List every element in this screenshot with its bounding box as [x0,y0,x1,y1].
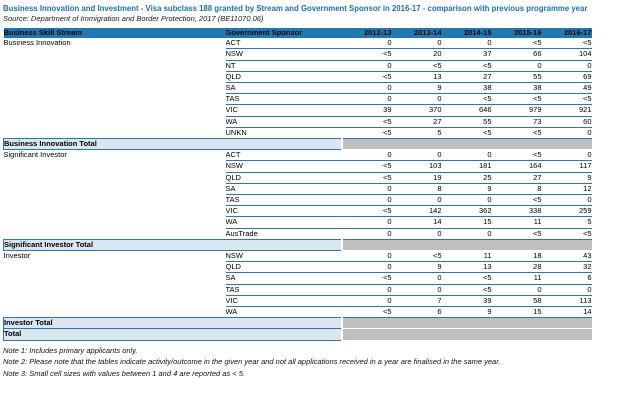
section-total-gray-cell [342,239,592,250]
value-cell: <5 [342,49,392,60]
sponsor-cell: SA [226,83,342,94]
col-header-2013-14: 2013-14 [392,28,442,38]
notes-block [3,345,637,380]
value-cell: 32 [542,262,592,273]
value-cell: <5 [342,161,392,172]
value-cell: 14 [542,307,592,318]
value-cell: 0 [342,284,392,295]
value-cell: <5 [542,228,592,239]
value-cell: 37 [442,49,492,60]
value-cell: 0 [342,262,392,273]
value-cell: 11 [442,251,492,262]
value-cell: 73 [492,116,542,127]
value-cell: 8 [492,183,542,194]
value-cell: 0 [342,217,392,228]
value-cell: <5 [492,38,542,49]
col-header-2016-17: 2016-17 [542,28,592,38]
value-cell: <5 [492,228,542,239]
value-cell: <5 [442,273,492,284]
sponsor-cell: TAS [226,284,342,295]
table-row [4,38,592,49]
value-cell: <5 [442,284,492,295]
value-cell: 27 [392,116,442,127]
stream-cell: Significant Investor [3,150,67,160]
value-cell: <5 [342,206,392,217]
table-row [4,251,592,262]
value-cell: 0 [442,38,492,49]
value-cell: 11 [492,273,542,284]
value-cell: 9 [442,183,492,194]
value-cell: 0 [342,228,392,239]
section-total-label: Investor Total [4,318,342,329]
sponsor-cell: AusTrade [226,228,342,239]
sponsor-cell: WA [226,116,342,127]
value-cell: 0 [442,195,492,206]
value-cell: 0 [392,284,442,295]
value-cell: 0 [342,60,392,71]
table-row [4,150,592,161]
value-cell: 60 [542,116,592,127]
value-cell: 19 [392,172,442,183]
value-cell: 0 [442,228,492,239]
value-cell: 9 [542,172,592,183]
value-cell: <5 [342,71,392,82]
section-total-label: Significant Investor Total [4,239,342,250]
value-cell: <5 [392,60,442,71]
sponsor-cell: VIC [226,295,342,306]
section-total-row [4,318,592,329]
value-cell: 142 [392,206,442,217]
value-cell: 55 [442,116,492,127]
value-cell: 0 [542,195,592,206]
value-cell: 0 [542,127,592,138]
value-cell: <5 [442,127,492,138]
sponsor-cell: VIC [226,206,342,217]
value-cell: 104 [542,49,592,60]
value-cell: <5 [342,127,392,138]
table-header [4,28,592,38]
grants-table [3,28,592,341]
value-cell: 38 [492,83,542,94]
section-total-gray-cell [342,318,592,329]
value-cell: 259 [542,206,592,217]
value-cell: 646 [442,105,492,116]
value-cell: 0 [392,228,442,239]
sponsor-cell: NSW [226,49,342,60]
sponsor-cell: NSW [226,251,342,262]
value-cell: 9 [442,307,492,318]
sponsor-cell: ACT [226,38,342,49]
section-total-gray-cell [342,139,592,150]
value-cell: 14 [392,217,442,228]
sponsor-cell: SA [226,273,342,284]
value-cell: 39 [342,105,392,116]
value-cell: <5 [442,60,492,71]
section-total-label: Business Innovation Total [4,139,342,150]
value-cell: 0 [392,38,442,49]
value-cell: 27 [442,71,492,82]
sponsor-cell: TAS [226,94,342,105]
value-cell: <5 [442,94,492,105]
value-cell: <5 [492,127,542,138]
grand-total-label: Total [4,329,342,340]
value-cell: 5 [542,217,592,228]
value-cell: 28 [492,262,542,273]
value-cell: 0 [342,38,392,49]
value-cell: 25 [442,172,492,183]
value-cell: 55 [492,71,542,82]
value-cell: 338 [492,206,542,217]
value-cell: 13 [392,71,442,82]
value-cell: 43 [542,251,592,262]
value-cell: <5 [342,273,392,284]
value-cell: 0 [542,284,592,295]
value-cell: 9 [392,83,442,94]
value-cell: 13 [442,262,492,273]
value-cell: 0 [342,251,392,262]
sponsor-cell: UNKN [226,127,342,138]
value-cell: 8 [392,183,442,194]
stream-cell: Business Innovation [3,38,71,48]
value-cell: 5 [392,127,442,138]
value-cell: 66 [492,49,542,60]
value-cell: 0 [342,150,392,161]
value-cell: 38 [442,83,492,94]
value-cell: <5 [342,172,392,183]
value-cell: 0 [442,150,492,161]
value-cell: 370 [392,105,442,116]
value-cell: 6 [542,273,592,284]
value-cell: 113 [542,295,592,306]
sponsor-cell: ACT [226,150,342,161]
col-header-2012-13: 2012-13 [342,28,392,38]
report-title: Business Innovation and Investment - Visa subclass 188 granted by Stream and Government Sponsor in 2016-17 - comparison with previous programme year [3,4,588,13]
value-cell: <5 [542,94,592,105]
value-cell: 181 [442,161,492,172]
sponsor-cell: TAS [226,195,342,206]
value-cell: 20 [392,49,442,60]
value-cell: 0 [342,195,392,206]
sponsor-cell: SA [226,183,342,194]
table-body [4,38,592,340]
value-cell: 0 [542,150,592,161]
col-header-2015-16: 2015-16 [492,28,542,38]
value-cell: 6 [392,307,442,318]
value-cell: 27 [492,172,542,183]
value-cell: 164 [492,161,542,172]
sponsor-cell: NSW [226,161,342,172]
value-cell: 979 [492,105,542,116]
sponsor-cell: NT [226,60,342,71]
sponsor-cell: QLD [226,172,342,183]
section-total-row [4,239,592,250]
value-cell: 58 [492,295,542,306]
col-header-2014-15: 2014-15 [442,28,492,38]
grand-total-gray-cell [342,329,592,340]
value-cell: 0 [392,195,442,206]
value-cell: 7 [392,295,442,306]
value-cell: <5 [492,195,542,206]
value-cell: <5 [542,38,592,49]
sponsor-cell: WA [226,307,342,318]
value-cell: 117 [542,161,592,172]
value-cell: 0 [392,273,442,284]
col-header-sponsor: Government Sponsor [226,28,342,38]
value-cell: 49 [542,83,592,94]
value-cell: 9 [392,262,442,273]
value-cell: 12 [542,183,592,194]
value-cell: <5 [492,150,542,161]
note-3: Note 3: Small cell sizes with values between 1 and 4 are reported as < 5. [3,368,246,378]
sponsor-cell: QLD [226,262,342,273]
value-cell: 0 [342,83,392,94]
value-cell: 0 [542,60,592,71]
header-row [4,28,592,38]
value-cell: 921 [542,105,592,116]
value-cell: 0 [492,284,542,295]
value-cell: 18 [492,251,542,262]
value-cell: 11 [492,217,542,228]
note-1: Note 1: Includes primary applicants only. [3,345,138,355]
value-cell: 362 [442,206,492,217]
grand-total-row [4,329,592,340]
section-total-row [4,139,592,150]
value-cell: 15 [492,307,542,318]
value-cell: 39 [442,295,492,306]
value-cell: 0 [342,183,392,194]
value-cell: 103 [392,161,442,172]
value-cell: 69 [542,71,592,82]
value-cell: <5 [342,307,392,318]
value-cell: <5 [492,94,542,105]
value-cell: 0 [342,94,392,105]
value-cell: 0 [392,150,442,161]
stream-cell: Investor [3,251,31,261]
value-cell: 0 [392,94,442,105]
col-header-stream: Business Skill Stream [4,28,226,38]
sponsor-cell: QLD [226,71,342,82]
value-cell: <5 [392,251,442,262]
value-cell: 0 [342,295,392,306]
sponsor-cell: WA [226,217,342,228]
note-2: Note 2: Please note that the tables indicate activity/outcome in the given year and not all applications received in a year are finalised in the same year. [3,357,501,367]
value-cell: 15 [442,217,492,228]
sponsor-cell: VIC [226,105,342,116]
value-cell: <5 [342,116,392,127]
source-line: Source: Department of Immigration and Border Protection, 2017 (BE11070.06) [3,14,264,23]
value-cell: 0 [492,60,542,71]
